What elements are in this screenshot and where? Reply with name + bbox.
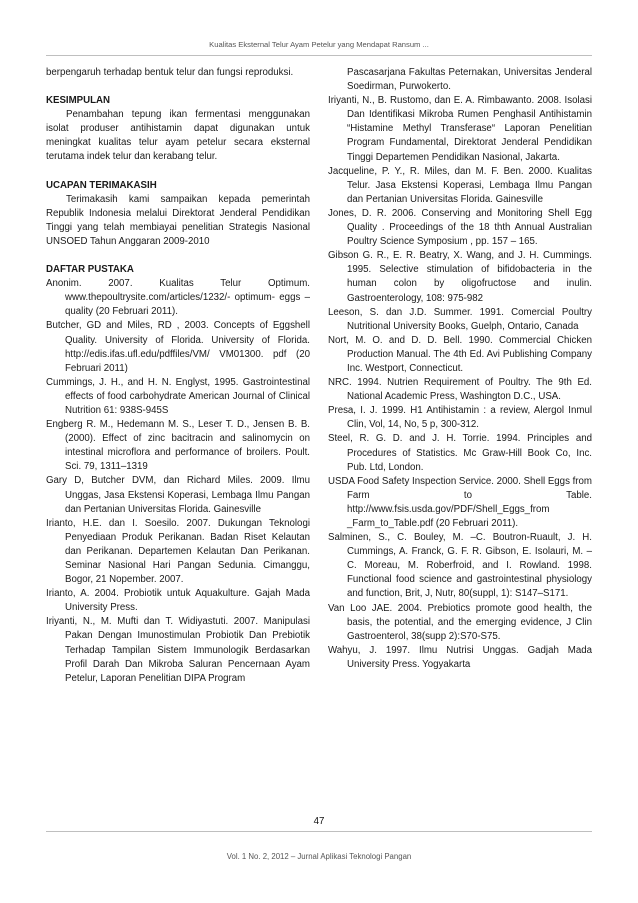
reference-entry: Jacqueline, P. Y., R. Miles, dan M. F. Ben. 2000. Kualitas Telur. Jasa Ekstensi Koperasi, Lembaga Ilmu Pangan dan Pertanian Universitas Florida. Gainesville <box>328 165 592 205</box>
reference-entry: Butcher, GD and Miles, RD , 2003. Concepts of Eggshell Quality. University of Florida. University of Florida. http://edis.ifas.ufl.edu/pdffiles/VM/ VM01300. pdf (20 Februari 2011) <box>46 320 310 374</box>
reference-entry: Presa, I. J. 1999. H1 Antihistamin : a review, Alergol Inmul Clin, Vol, 14, No, 5 p, 300-312. <box>328 405 592 431</box>
reference-entry: Salminen, S., C. Bouley, M. –C. Boutron-Ruault, J. H. Cummings, A. Franck, G. F. R. Gibson, E. Isolauri, M. –C. Moreau, M. Roberfroid, and I. Rowland. 1998. Functional food science and gastrointestinal physiology and function, Brit, J, Nutr, 80(suppl, 1): S147–S171. <box>328 532 592 600</box>
right-column <box>328 66 592 672</box>
reference-entry: Nort, M. O. and D. D. Bell. 1990. Commercial Chicken Production Manual. The 4th Ed. Avi Publishing Company Inc. Westport, Connecticut. <box>328 334 592 374</box>
ucapan-heading: UCAPAN TERIMAKASIH <box>46 179 157 191</box>
reference-entry: Gibson G. R., E. R. Beatry, X. Wang, and J. H. Cummings. 1995. Selective stimulation of bifidobacteria in the human colon by oligofructose and inulin. Gastroenterology, 108: 975-982 <box>328 250 592 304</box>
reference-entry: Leeson, S. dan J.D. Summer. 1991. Comercial Poultry Nutritional University Books, Guelph, Ontario, Canada <box>328 306 592 332</box>
spacer <box>46 80 310 94</box>
reference-entry: Irianto, H.E. dan I. Soesilo. 2007. Dukungan Teknologi Penyediaan Produk Perikanan. Badan Riset Kelautan dan Perikanan. Departemen Kelautan Dan Perikanan. Seminar Nasional Hari Pangan Sedunia. Cimanggu, Bogor, 21 Nopember. 2007. <box>46 517 310 586</box>
reference-entry: NRC. 1994. Nutrien Requirement of Poultry. The 9th Ed. National Academic Press, Washington D.C., USA. <box>328 377 592 403</box>
reference-entry: Gary D, Butcher DVM, dan Richard Miles. 2009. Ilmu Unggas, Jasa Ekstensi Koperasi, Lembaga Ilmu Pangan dan Pertanian Universitas Florida. Gainesville <box>46 475 310 515</box>
reference-entry: Wahyu, J. 1997. Ilmu Nutrisi Unggas. Gadjah Mada University Press. Yogyakarta <box>328 644 592 670</box>
reference-entry: Irianto, A. 2004. Probiotik untuk Aquakulture. Gajah Mada University Press. <box>46 588 310 614</box>
reference-entry: Cummings, J. H., and H. N. Englyst, 1995. Gastrointestinal effects of food carbohydrate American Journal of Clinical Nutrition 61: 938S-945S <box>46 376 310 416</box>
reference-entry: Anonim. 2007. Kualitas Telur Optimum. www.thepoultrysite.com/articles/1232/- optimum- eggs –quality (20 Februari 2011). <box>46 278 310 318</box>
spacer <box>46 165 310 179</box>
reference-entry: USDA Food Safety Inspection Service. 2000. Shell Eggs from Farm to Table. http://www.fsis.usda.gov/PDF/Shell_Eggs_from _Farm_to_Table.pdf (20 Februari 2011). <box>328 475 592 529</box>
header-rule <box>46 55 592 56</box>
reference-entry: Iriyanti, N., M. Mufti dan T. Widiyastuti. 2007. Manipulasi Pakan Dengan Imunostimulan Probiotik Dan Prebiotik Terhadap Tampilan Sistem Immunologik Berdasarkan Profil Darah Dan Mikroba Saluran Pencernaan Ayam Petelur, Laporan Penelitian DIPA Program <box>46 616 310 684</box>
left-column <box>46 66 310 686</box>
page-number: 47 <box>313 816 325 827</box>
reference-entry: Steel, R. G. D. and J. H. Torrie. 1994. Principles and Procedures of Statistics. Mc Graw-Hill Book Co, Inc. Pub. Ltd, London. <box>328 433 592 473</box>
kesimpulan-heading: KESIMPULAN <box>46 95 111 107</box>
reference-entry: Iriyanti, N., B. Rustomo, dan E. A. Rimbawanto. 2008. Isolasi Dan Identifikasi Mikroba Rumen Penghasil Antihistamin “Histamine Methyl Transferase“ Laporan Penelitian Program Fundamental, Direktorat Jenderal Pendidikan Tinggi Departemen Pendidikan Nasional, Jakarta. <box>328 95 592 163</box>
journal-footer: Vol. 1 No. 2, 2012 – Jurnal Aplikasi Teknologi Pangan <box>226 852 412 861</box>
reference-entry: Jones, D. R. 2006. Conserving and Monitoring Shell Egg Quality . Proceedings of the 18 thth Annual Australian Poultry Science Symposium , pp. 157 – 165. <box>328 207 592 248</box>
running-header: Kualitas Eksternal Telur Ayam Petelur yang Mendapat Ransum ... <box>209 40 429 49</box>
reference-entry: Van Loo JAE. 2004. Prebiotics promote good health, the basis, the potential, and the emerging evidence, J Clin Gastroenterol, 38(supp 2):S70-S75. <box>328 602 592 642</box>
spacer <box>46 249 310 263</box>
reference-continuation: Pascasarjana Fakultas Peternakan, Universitas Jenderal Soedirman, Purwokerto. <box>347 67 592 93</box>
daftar-pustaka-heading: DAFTAR PUSTAKA <box>46 264 134 276</box>
reference-entry: Engberg R. M., Hedemann M. S., Leser T. D., Jensen B. B. (2000). Effect of zinc bacitracin and salinomycin on intestinal microflora and performance of broilers. Poult. Sci. 79, 1311–1319 <box>46 419 310 473</box>
kesimpulan-text: Penambahan tepung ikan fermentasi menggunakan isolat produser antihistamin dapat digunakan untuk meningkat kualitas telur ayam petelur secara eksternal terutama indek telur dan kerabang telur. <box>46 109 310 163</box>
footer-rule <box>46 831 592 832</box>
intro-text: berpengaruh terhadap bentuk telur dan fungsi reproduksi. <box>46 67 294 78</box>
ucapan-text: Terimakasih kami sampaikan kepada pemerintah Republik Indonesia melalui Direktorat Jenderal Pendidikan Tinggi yang telah membiayai penelitian Strategis Nasional UNSOED Tahun Anggaran 2009-2010 <box>46 193 310 247</box>
